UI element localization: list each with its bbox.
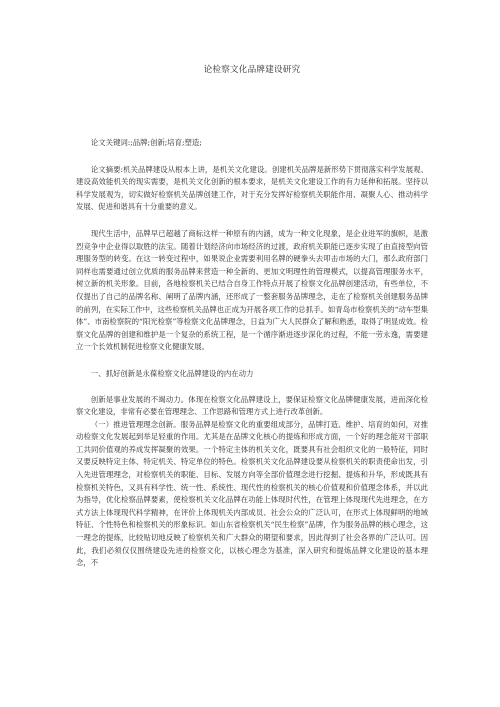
abstract-paragraph: 论文摘要:机关品牌建设从根本上讲，是机关文化建设。创建机关品牌是新形势下贯彻落实科学发展观、建设高效能机关的现实需要，是机关文化创新的根本要求，是机关文化建设工作的有力延伸和拓展。坚持以科学发展观为，切实做好检察机关品牌创建工作，对于充分发挥好检察机关职能作用、凝聚人心、推动科学发展、促进和谐具有十分重要的意义。 <box>76 164 428 212</box>
body-paragraph-2: 创新是事业发展的不竭动力。体现在检察文化品牌建设上，要保证检察文化品牌健康发展，进而深化检察文化建设，非常有必要在管理理念、工作思路和管理方式上进行改革创新。 <box>76 394 428 417</box>
section-heading-1: 一、抓好创新是永葆检察文化品牌建设的内在动力 <box>90 368 254 378</box>
keywords-paragraph: 论文关键词:;品牌;创新;培育;塑造; <box>90 138 202 147</box>
body-paragraph-1: 现代生活中，品牌早已超越了商标这样一种原有的内涵，成为一种文化现象，是企业进军的旗帜，是激烈竞争中企业得以取胜的法宝。随着计划经济向市场经济的过渡，政府机关职能已逐步实现了由直接型向管理服务型的转变。在这一转变过程中，如果说企业需要利用名牌的硬拳头去叩击市场的大门，那么政府部门同样也需要通过创立优质的服务品牌来营造一种全新的、更加文明理性的管理模式，以提高管理服务水平，树立新的机关形象。目前，各地检察机关已结合自身工作特点开展了检察文化品牌创建活动，有些单位，不仅提出了自己的品牌名称、阐明了品牌内涵，还形成了一整套服务品牌理念，走在了检察机关创建服务品牌的前列，在实际工作中，这些检察机关品牌也正成为开展各项工作的总抓手。如青岛市检察机关的“动车型集体”、市南检察院的“阳光检察”等检察文化品牌理念，日益为广大人民群众了解和熟悉，取得了明显成效。检察文化品牌的创建和维护是一个复杂的系统工程，是一个循序渐进逐步深化的过程，不能一劳永逸，需要建立一个长效机制促进检察文化健康发展。 <box>76 228 428 352</box>
body-paragraph-3: （一）推进管理理念创新。服务品牌是检察文化的重要组成部分，品牌打造、维护、培育的如何，对推动检察文化发展起到举足轻重的作用。尤其是在品牌文化核心的提炼和形成方面，一个好的理念能对干部职工共同价值观的养成发挥凝聚的效果。一个特定主体的机关文化，既要具有社会组织文化的一般特征，同时又要反映特定主体、特定机关、特定单位的特色。检察机关文化品牌建设要从检察机关的职责使命出发，引入先进管理理念，对检察机关的职能、目标、发展方向等全部价值理念进行挖掘、提炼和升华，形成既具有检察机关特色，又具有科学性、统一性、系统性、现代性的检察机关的核心价值观和价值理念体系，并以此为指导，优化检察品牌要素，使检察机关文化品牌在功能上体现时代性，在管理上体现现代先进理念，在方式方法上体现现代科学精神，在评价上体现机关内部成员、社会公众的广泛认可，在形式上体现鲜明的地域特征、个性特色和检察机关的形象标识。如山东省检察机关“民生检察”品牌，作为服务品牌的核心理念，这一理念的提炼，比较贴切地反映了检察机关和广大群众的期望和要求，因此得到了社会各界的广泛认可。因此，我们必须仅仅围绕建设先进的检察文化，以核心理念为基准，深入研究和提炼品牌文化建设的基本理念，不 <box>76 419 428 568</box>
document-title: 论检察文化品牌建设研究 <box>203 65 301 75</box>
